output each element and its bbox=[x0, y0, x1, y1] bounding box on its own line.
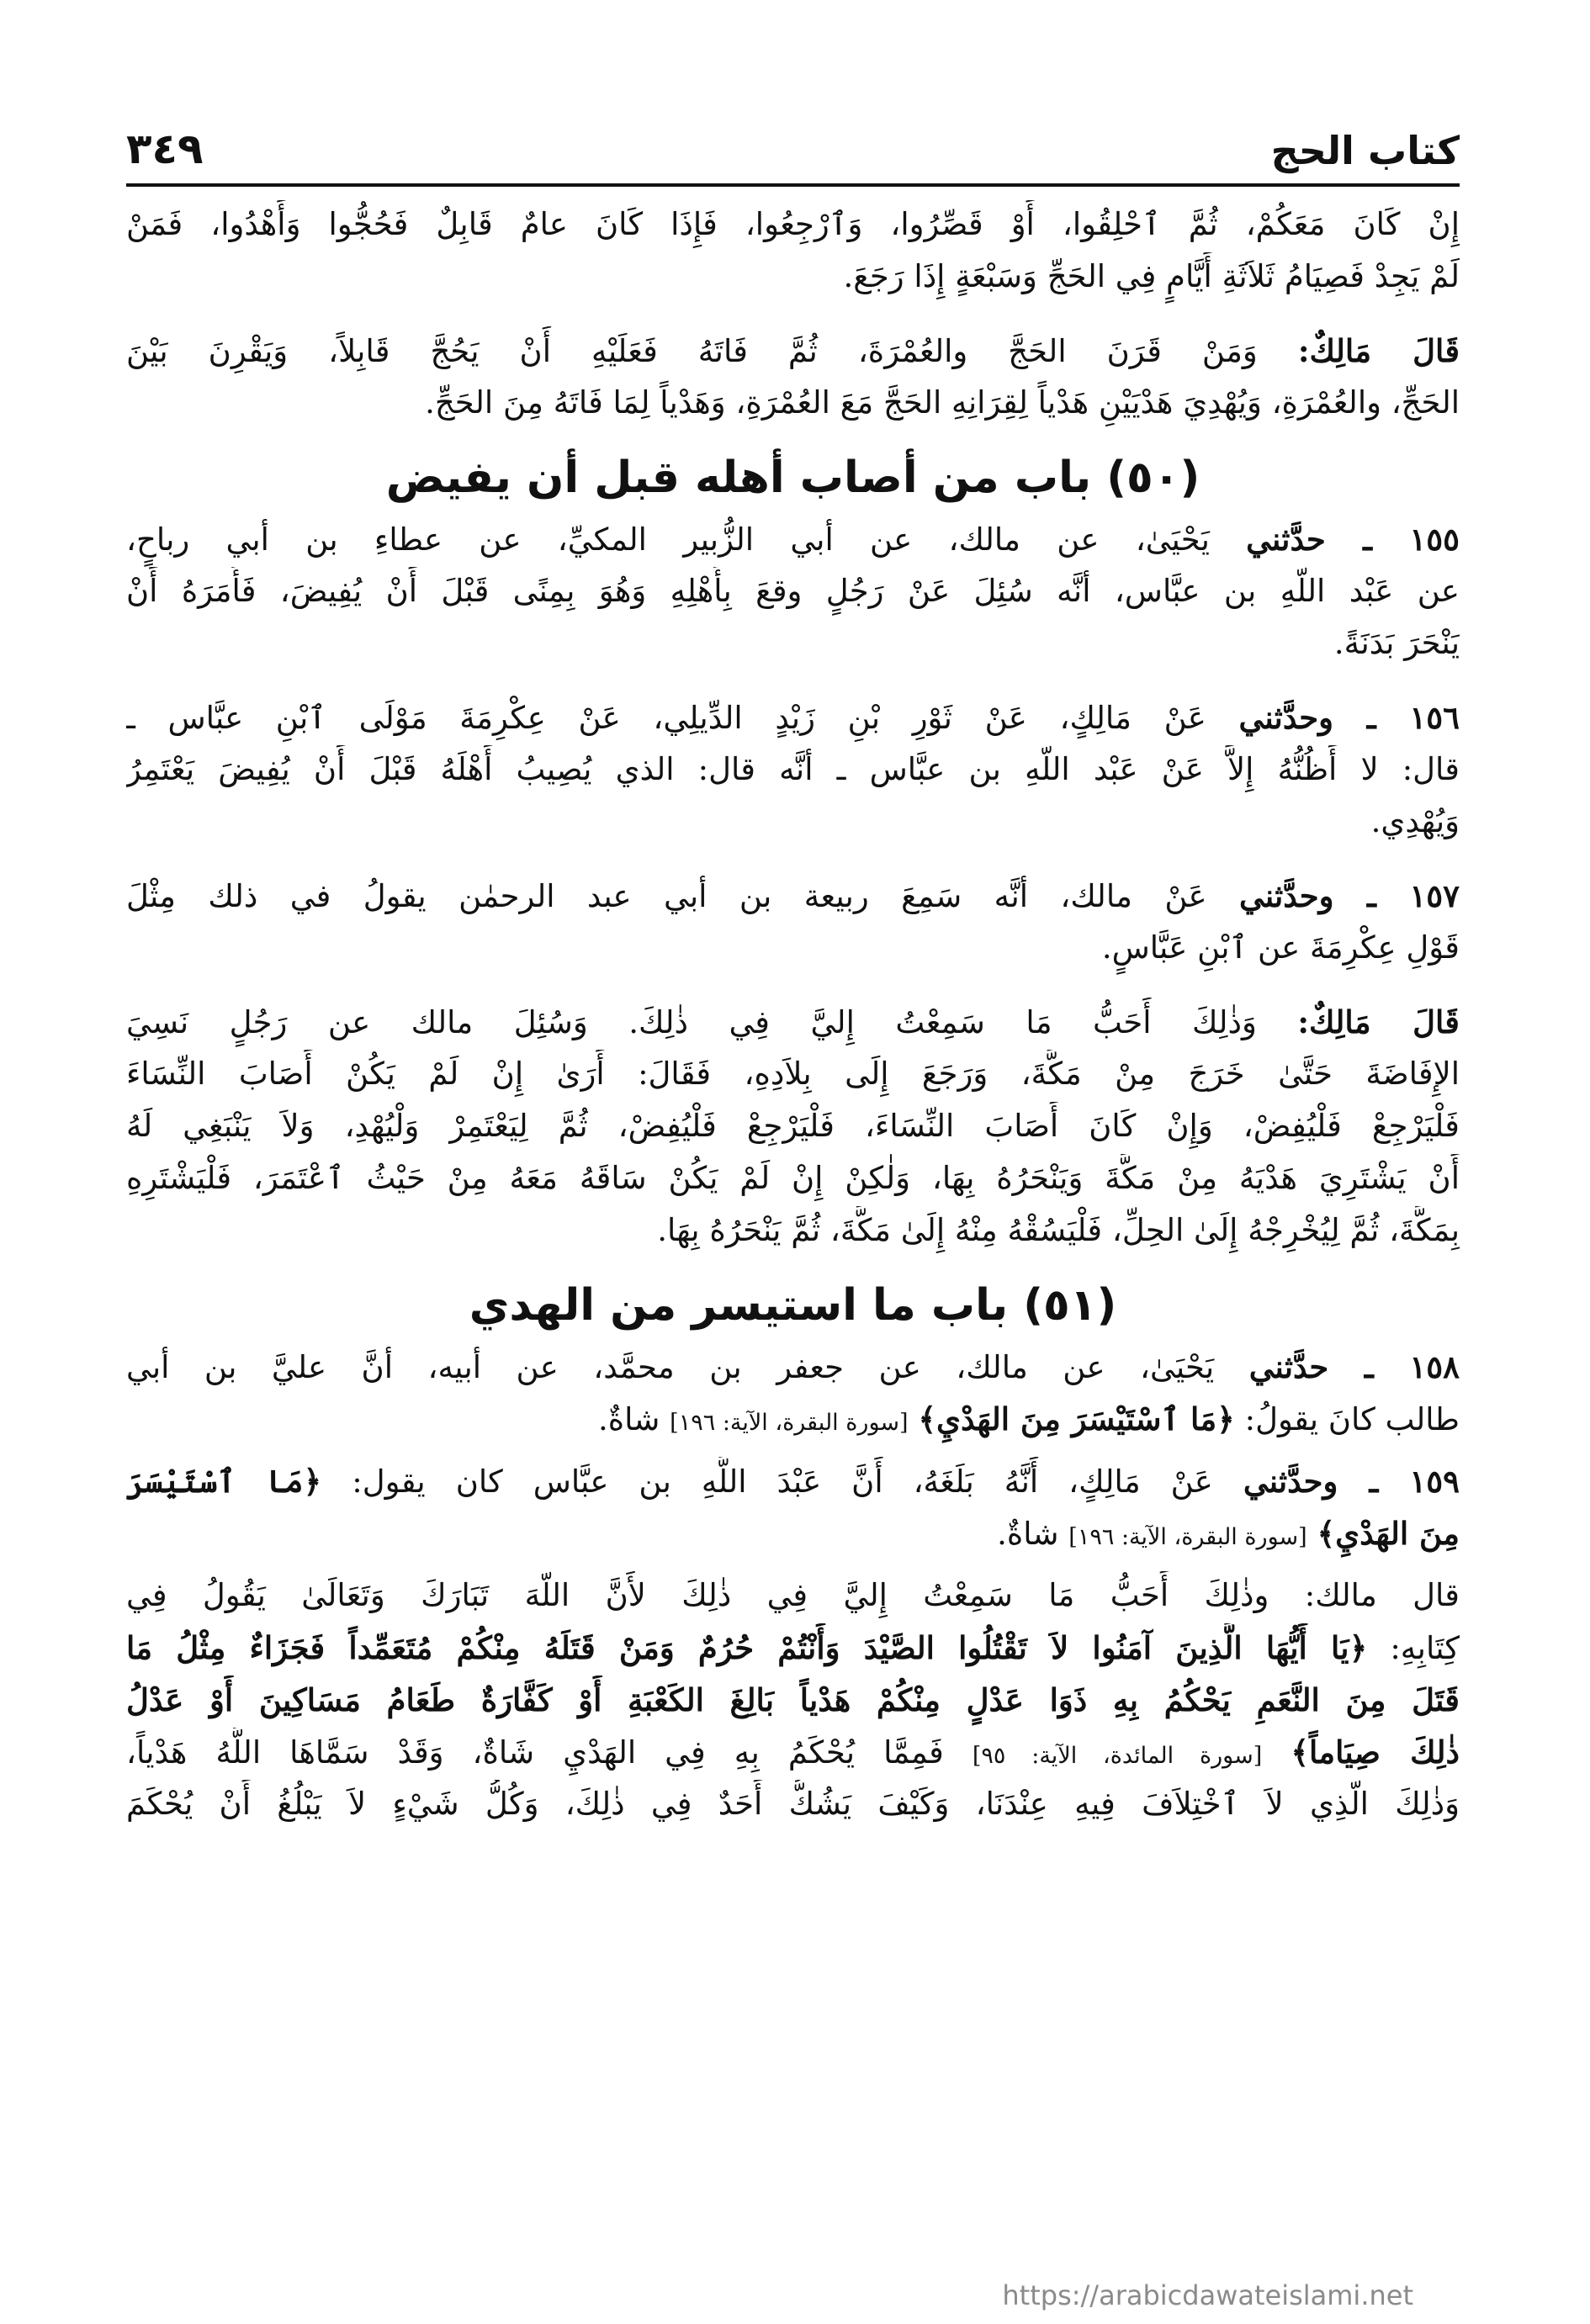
hadith-number-label: ١٥٦ ـ وحدَّثني bbox=[1238, 699, 1460, 736]
watermark-url: https://arabicdawateislami.net bbox=[1002, 2279, 1413, 2311]
text-segment: فَمِمَّا يُحْكَمُ بِهِ فِي الهَدْيِ شَاةٌ، وَقَدْ سَمَّاهَا اللَّهُ هَدْياً، bbox=[126, 1734, 944, 1771]
quran-quote: ذٰلِكَ صِيَاماً﴾ bbox=[1291, 1734, 1460, 1771]
quran-quote: ﴿مَا ٱسْتَيْسَرَ مِنَ الهَدْيِ﴾ bbox=[918, 1400, 1235, 1437]
text-line: قال: لا أَظُنُّهُ إِلاَّ عَنْ عَبْد اللَّهِ بن عبَّاس ـ أنَّه قال: الذي يُصِيبُ أَهْلَهُ قَبْلَ أَنْ يُفِيضَ يَعْتَمِرُ bbox=[126, 751, 1460, 787]
text-segment: شاةٌ. bbox=[997, 1516, 1059, 1552]
quran-quote: ﴿مَا ٱسْتَيْسَرَ bbox=[126, 1463, 322, 1500]
text-segment: عَنْ مَالِكٍ، أَنَّهُ بَلَغَهُ، أَنَّ عَبْدَ اللَّهِ بن عبَّاس كان يقول: bbox=[352, 1464, 1213, 1500]
text-segment: يَحْيَىٰ، عن مالك، عن جعفر بن محمَّد، عن أبيه، أنَّ عليَّ بن أبي bbox=[126, 1349, 1215, 1385]
malik-opinion-paragraph bbox=[126, 326, 1460, 431]
text-line: الحَجِّ، والعُمْرَةِ، وَيُهْدِيَ هَدْيَيْنِ هَدْياً لِقِرَانِهِ الحَجَّ مَعَ العُمْرَةِ، وَهَدْياً لِمَا فَاتَهُ مِنَ الحَجِّ. bbox=[425, 384, 1460, 421]
text-line: قال مالك: وذٰلِكَ أَحَبُّ مَا سَمِعْتُ إِليَّ فِي ذٰلِكَ لأَنَّ اللَّهَ تَبَارَكَ وَتَعَالَىٰ يَقُولُ فِي bbox=[126, 1577, 1460, 1613]
continuation-paragraph bbox=[126, 200, 1460, 304]
quran-reference: [سورة المائدة، الآية: ٩٥] bbox=[972, 1743, 1263, 1769]
text-line: أَنْ يَشْتَرِيَ هَدْيَهُ مِنْ مَكَّةَ وَيَنْحَرُهُ بِهَا، وَلٰكِنْ إِنْ لَمْ يَكُنْ سَاقَهُ مَعَهُ مِنْ حَيْثُ ٱعْتَمَرَ، فَلْيَشْتَرِهِ bbox=[126, 1160, 1460, 1196]
text-line: لَمْ يَجِدْ فَصِيَامُ ثَلاَثَةِ أَيَّامٍ فِي الحَجِّ وَسَبْعَةٍ إِذَا رَجَعَ. bbox=[843, 258, 1460, 294]
malik-ifadah-paragraph bbox=[126, 998, 1460, 1258]
text-line: عن عَبْد اللَّهِ بن عبَّاس، أنَّه سُئِلَ عَنْ رَجُلٍ وقعَ بِأَهْلِهِ وَهُوَ بِمِنًى قَبْلَ أَنْ يُفِيضَ، فَأَمَرَهُ أَنْ bbox=[126, 573, 1460, 609]
hadith-156 bbox=[126, 693, 1460, 850]
hadith-155 bbox=[126, 515, 1460, 671]
text-segment: يَحْيَىٰ، عن مالك، عن أبي الزُّبير المكيِّ، عن عطاءِ بن أبي رباحٍ، bbox=[126, 521, 1210, 558]
text-line: إِنْ كَانَ مَعَكُمْ، ثُمَّ ٱحْلِقُوا، أَوْ قَصِّرُوا، وَٱرْجِعُوا، فَإِذَا كَانَ عامٌ قَابِلٌ فَحُجُّوا وَأَهْدُوا، فَمَنْ bbox=[126, 206, 1460, 242]
text-line: قَوْلِ عِكْرِمَةَ عن ٱبْنِ عَبَّاسٍ. bbox=[1101, 929, 1460, 966]
text-line: وَيُهْدِي. bbox=[1370, 803, 1460, 839]
speaker-label: قَالَ مَالِكٌ: bbox=[1297, 332, 1460, 369]
header-divider bbox=[126, 183, 1460, 187]
text-line: بِمَكَّةَ، ثُمَّ لِيُخْرِجْهُ إِلَىٰ الحِلِّ، فَلْيَسُقْهُ مِنْهُ إِلَىٰ مَكَّةَ، ثُمَّ يَنْحَرُهُ بِهَا. bbox=[657, 1212, 1460, 1248]
hadith-159 bbox=[126, 1457, 1460, 1561]
chapter-heading: (٥٠) باب من أصاب أهله قبل أن يفيض bbox=[385, 453, 1200, 503]
page-header bbox=[126, 109, 1460, 189]
hadith-number-label: ١٥٥ ـ حدَّثني bbox=[1246, 521, 1460, 558]
quran-reference: [سورة البقرة، الآية: ١٩٦] bbox=[1068, 1524, 1307, 1550]
text-segment: كِتَابِهِ: bbox=[1390, 1630, 1460, 1666]
hadith-number-label: ١٥٩ ـ وحدَّثني bbox=[1243, 1463, 1460, 1500]
page-number: ٣٤٩ bbox=[126, 124, 204, 173]
text-segment: شاةٌ. bbox=[597, 1401, 660, 1437]
quran-quote: مِنَ الهَدْيِ﴾ bbox=[1317, 1515, 1460, 1552]
hadith-157 bbox=[126, 871, 1460, 976]
text-line: فَلْيَرْجِعْ فَلْيُفِضْ، وَإِنْ كَانَ أَصَابَ النِّسَاءَ، فَلْيَرْجِعْ فَلْيُفِضْ، ثُمَّ لِيَعْتَمِرْ وَلْيُهْدِ، وَلاَ يَنْبَغِي لَهُ bbox=[126, 1108, 1460, 1144]
text-segment: عَنْ مَالِكٍ، عَنْ ثَوْرِ بْنِ زَيْدٍ الدِّيلِي، عَنْ عِكْرِمَةَ مَوْلَى ٱبْنِ عبَّاس ـ bbox=[126, 700, 1206, 736]
text-segment: وَمَنْ قَرَنَ الحَجَّ والعُمْرَةَ، ثُمَّ فَاتَهُ فَعَلَيْهِ أَنْ يَحُجَّ قَابِلاً، وَيَقْرِنَ بَيْنَ bbox=[126, 333, 1258, 369]
text-line: وَذٰلِكَ الَّذِي لاَ ٱخْتِلاَفَ فِيهِ عِنْدَنَا، وَكَيْفَ يَشُكُّ أَحَدٌ فِي ذٰلِكَ، وَكُلُّ شَيْءٍ لاَ يَبْلُغُ أَنْ يُحْكَمَ bbox=[126, 1786, 1460, 1822]
text-segment: طالب كانَ يقولُ: bbox=[1244, 1401, 1460, 1437]
hadith-number-label: ١٥٨ ـ حدَّثني bbox=[1248, 1348, 1460, 1385]
quran-quote: ﴿يَا أَيُّهَا الَّذِينَ آمَنُوا لاَ تَقْتُلُوا الصَّيْدَ وَأَنْتُمْ حُرُمٌ وَمَنْ قَتَلَهُ مِنْكُمْ مُتَعَمِّداً فَجَزَاءٌ مِثْلُ مَا bbox=[126, 1629, 1368, 1666]
hadith-number-label: ١٥٧ ـ وحدَّثني bbox=[1239, 877, 1460, 914]
quran-quote: قَتَلَ مِنَ النَّعَمِ يَحْكُمُ بِهِ ذَوَا عَدْلٍ مِنْكُمْ هَدْياً بَالِغَ الكَعْبَةِ أَوْ كَفَّارَةٌ طَعَامُ مَسَاكِينَ أَوْ عَدْلُ bbox=[126, 1681, 1460, 1718]
chapter-heading: (٥١) باب ما استيسر من الهدي bbox=[469, 1280, 1117, 1331]
page-body bbox=[126, 200, 1460, 2185]
text-line: الإِفَاضَةَ حَتَّىٰ خَرَجَ مِنْ مَكَّةَ، وَرَجَعَ إِلَى بِلاَدِهِ، فَقَالَ: أَرَىٰ إِنْ لَمْ يَكُنْ أَصَابَ النِّسَاءَ bbox=[126, 1056, 1460, 1092]
quran-reference: [سورة البقرة، الآية: ١٩٦] bbox=[670, 1410, 909, 1436]
text-segment: وَذٰلِكَ أَحَبُّ مَا سَمِعْتُ إِليَّ فِي ذٰلِكَ. وَسُئِلَ مالك عن رَجُلٍ نَسِيَ bbox=[126, 1004, 1257, 1040]
malik-hady-paragraph bbox=[126, 1571, 1460, 1832]
speaker-label: قَالَ مَالِكٌ: bbox=[1297, 1003, 1460, 1040]
text-segment: عَنْ مالك، أنَّه سَمِعَ ربيعة بن أبي عبد الرحمٰن يقولُ في ذلك مِثْلَ bbox=[126, 878, 1207, 914]
book-title: كتاب الحج bbox=[1270, 128, 1460, 173]
hadith-158 bbox=[126, 1342, 1460, 1447]
text-line: يَنْحَرَ بَدَنَةً. bbox=[1333, 625, 1460, 661]
